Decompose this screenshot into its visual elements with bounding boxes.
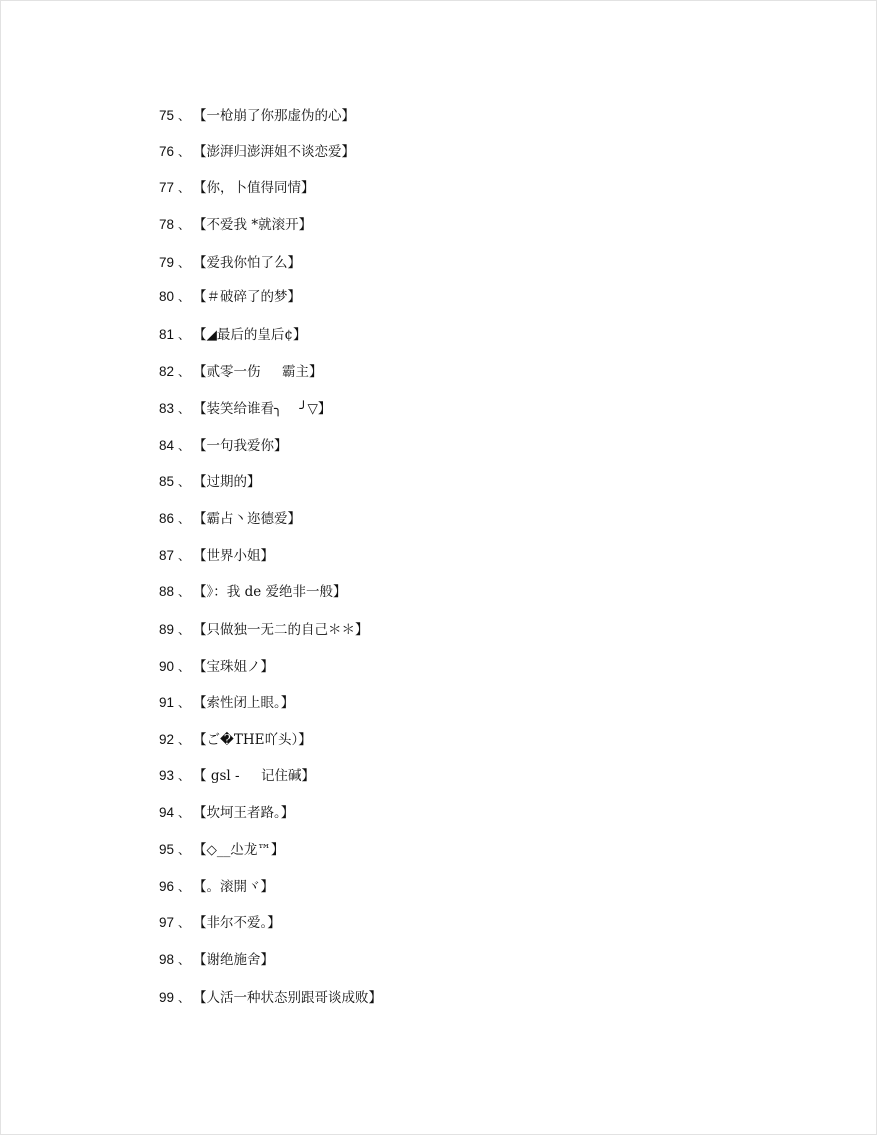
item-separator: 、 xyxy=(178,880,191,894)
item-separator: 、 xyxy=(178,696,191,710)
list-item xyxy=(159,362,323,382)
list-item xyxy=(159,988,382,1008)
list-item xyxy=(159,620,369,640)
item-number: 78 xyxy=(159,217,175,232)
list-item xyxy=(159,106,355,126)
item-separator: 、 xyxy=(178,953,191,967)
list-item xyxy=(159,730,312,750)
item-number: 99 xyxy=(159,990,175,1005)
item-number: 82 xyxy=(159,364,175,379)
item-number: 84 xyxy=(159,438,175,453)
item-separator: 、 xyxy=(178,806,191,820)
item-separator: 、 xyxy=(178,733,191,747)
item-number: 97 xyxy=(159,915,175,930)
item-text: 【贰零一伤 霸主】 xyxy=(193,364,323,380)
item-number: 90 xyxy=(159,659,175,674)
item-separator: 、 xyxy=(178,290,191,304)
item-text: 【霸占丶迩德爱】 xyxy=(193,511,302,527)
item-number: 79 xyxy=(159,255,175,270)
item-text: 【一句我爱你】 xyxy=(193,438,288,454)
item-text: 【◢最后的皇后¢】 xyxy=(193,327,307,343)
list-item xyxy=(159,657,274,677)
item-number: 77 xyxy=(159,180,175,195)
item-text: 【＃破碎了的梦】 xyxy=(193,289,302,305)
item-number: 75 xyxy=(159,108,175,123)
item-number: 95 xyxy=(159,842,175,857)
item-number: 92 xyxy=(159,732,175,747)
list-item xyxy=(159,215,312,235)
item-text: 【坎坷王者路。】 xyxy=(193,805,295,821)
list-item xyxy=(159,766,315,786)
item-number: 98 xyxy=(159,952,175,967)
item-text: 【◇__尐龙™】 xyxy=(193,842,285,858)
item-separator: 、 xyxy=(178,365,191,379)
item-text: 【非尔不爱。】 xyxy=(193,915,281,931)
list-item xyxy=(159,436,288,456)
item-number: 88 xyxy=(159,584,175,599)
item-number: 93 xyxy=(159,768,175,783)
item-separator: 、 xyxy=(178,512,191,526)
item-number: 81 xyxy=(159,327,175,342)
item-text: 【世界小姐】 xyxy=(193,548,275,564)
list-item xyxy=(159,287,301,307)
item-separator: 、 xyxy=(178,328,191,342)
item-text: 【 gsl - 记住碱】 xyxy=(193,768,316,784)
item-separator: 、 xyxy=(178,549,191,563)
item-separator: 、 xyxy=(178,439,191,453)
list-item xyxy=(159,253,301,273)
list-item xyxy=(159,840,284,860)
item-text: 【谢绝施舍】 xyxy=(193,952,275,968)
item-separator: 、 xyxy=(178,660,191,674)
item-text: 【不爱我 *就滚开】 xyxy=(193,217,313,233)
item-text: 【爱我你怕了么】 xyxy=(193,255,302,271)
item-text: 【一枪崩了你那虚伪的心】 xyxy=(193,108,356,124)
item-separator: 、 xyxy=(178,843,191,857)
list-item xyxy=(159,509,301,529)
item-number: 89 xyxy=(159,622,175,637)
list-item xyxy=(159,582,347,602)
item-text: 【。滚開ヾ】 xyxy=(193,879,275,895)
item-separator: 、 xyxy=(178,769,191,783)
item-text: 【ご�THE吖头）】 xyxy=(193,732,312,748)
item-separator: 、 xyxy=(178,623,191,637)
item-number: 91 xyxy=(159,695,175,710)
list-item xyxy=(159,950,274,970)
item-separator: 、 xyxy=(178,402,191,416)
list-item xyxy=(159,546,274,566)
list-item xyxy=(159,142,355,162)
item-separator: 、 xyxy=(178,916,191,930)
item-separator: 、 xyxy=(178,109,191,123)
list-item xyxy=(159,472,261,492)
item-number: 83 xyxy=(159,401,175,416)
item-text: 【》：我 de 爱绝非一般】 xyxy=(193,584,347,600)
item-text: 【过期的】 xyxy=(193,474,261,490)
list-item xyxy=(159,178,315,198)
item-text: 【索性闭上眼。】 xyxy=(193,695,295,711)
item-number: 96 xyxy=(159,879,175,894)
list-item xyxy=(159,399,331,419)
list-item xyxy=(159,913,281,933)
item-separator: 、 xyxy=(178,256,191,270)
item-number: 87 xyxy=(159,548,175,563)
list-item xyxy=(159,693,294,713)
item-number: 85 xyxy=(159,474,175,489)
item-number: 94 xyxy=(159,805,175,820)
item-text: 【宝珠姐ノ】 xyxy=(193,659,275,675)
item-number: 80 xyxy=(159,289,175,304)
item-number: 86 xyxy=(159,511,175,526)
item-number: 76 xyxy=(159,144,175,159)
item-text: 【只做独一无二的自己＊＊】 xyxy=(193,622,369,638)
item-text: 【人活一种状态别跟哥谈成败】 xyxy=(193,990,383,1006)
item-separator: 、 xyxy=(178,475,191,489)
list-item xyxy=(159,325,307,345)
item-separator: 、 xyxy=(178,585,191,599)
item-text: 【装笑给谁看╮ ╯▽】 xyxy=(193,401,332,417)
item-separator: 、 xyxy=(178,218,191,232)
list-item xyxy=(159,803,294,823)
item-text: 【澎湃归澎湃姐不谈恋爱】 xyxy=(193,144,356,160)
item-text: 【你，卜值得同情】 xyxy=(193,180,315,196)
item-separator: 、 xyxy=(178,181,191,195)
item-separator: 、 xyxy=(178,145,191,159)
item-separator: 、 xyxy=(178,991,191,1005)
list-item xyxy=(159,877,274,897)
